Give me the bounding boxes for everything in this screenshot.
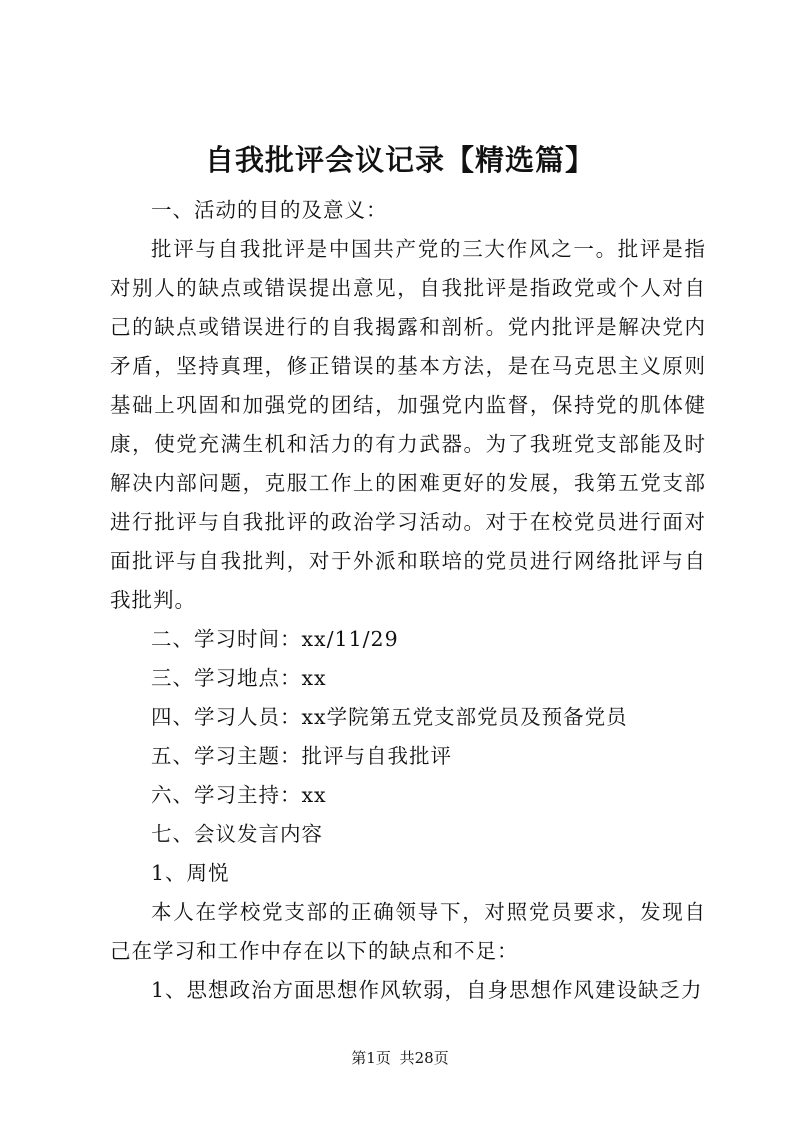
section-heading-purpose: 一、活动的目的及意义： [151, 198, 388, 222]
document-title: 自我批评会议记录【精选篇】 [204, 143, 595, 177]
page-footer [0, 1048, 800, 1068]
body-paragraph-purpose: 批评与自我批评是中国共产党的三大作风之一。批评是指对别人的缺点或错误提出意见，自我批评是指政党或个人对自己的缺点或错误进行的自我揭露和剖析。党内批评是解决党内矛盾，坚持真理，修正错误的基本方法，是在马克思主义原则基础上巩固和加强党的团结，加强党内监督，保持党的肌体健康，使党充满生机和活力的有力武器。为了我班党支部能及时解决内部问题，克服工作上的困难更好的发展，我第五党支部进行批评与自我批评的政治学习活动。对于在校党员进行面对面批评与自我批判，对于外派和联培的党员进行网络批评与自我批判。 [110, 237, 706, 612]
info-line-host: 六、学习主持：xx [151, 783, 327, 807]
info-line-participants: 四、学习人员：xx学院第五党支部党员及预备党员 [151, 705, 628, 729]
page-number: 第1页 [351, 1049, 391, 1067]
speaker-name: 1、周悦 [151, 861, 230, 885]
section-heading-speeches: 七、会议发言内容 [151, 822, 323, 846]
document-body [110, 191, 706, 1010]
body-paragraph-point-1: 1、思想政治方面思想作风软弱，自身思想作风建设缺乏力 [151, 978, 703, 1002]
info-line-location: 三、学习地点：xx [151, 666, 327, 690]
body-paragraph-speech-intro: 本人在学校党支部的正确领导下，对照党员要求，发现自己在学习和工作中存在以下的缺点和不足： [110, 900, 706, 963]
info-line-time: 二、学习时间：xx/11/29 [151, 627, 399, 651]
info-line-theme: 五、学习主题：批评与自我批评 [151, 744, 452, 768]
page-total: 共28页 [399, 1049, 449, 1067]
